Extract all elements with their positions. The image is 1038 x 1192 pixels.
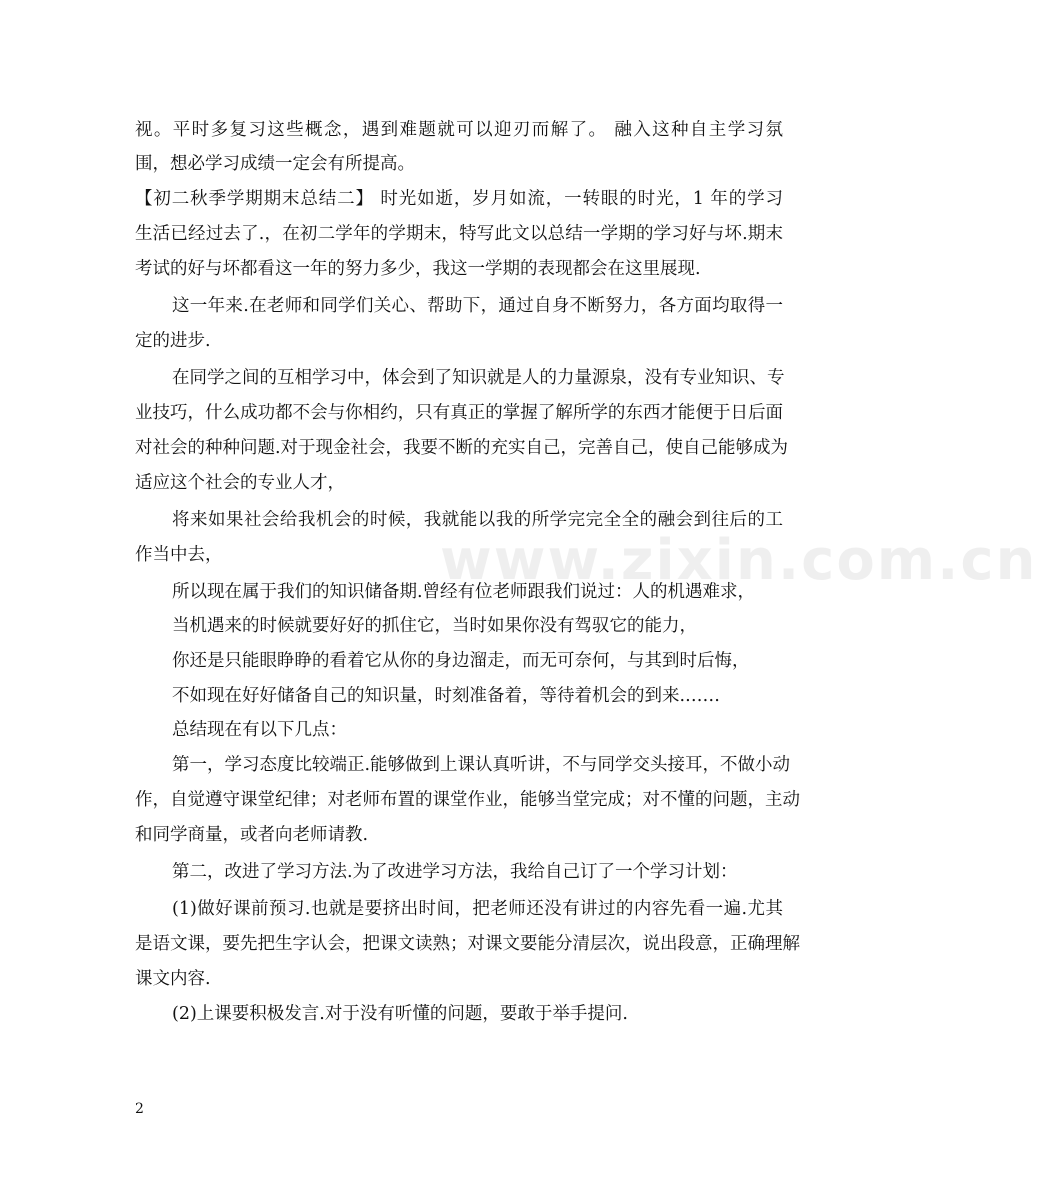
text-line: 作，自觉遵守课堂纪律；对老师布置的课堂作业，能够当堂完成；对不懂的问题，主动	[135, 790, 800, 810]
text-line: 定的进步.	[135, 331, 211, 351]
text-line: 你还是只能眼睁睁的看着它从你的身边溜走，而无可奈何，与其到时后悔，	[172, 651, 750, 671]
text-line: 在同学之间的互相学习中，体会到了知识就是人的力量源泉，没有专业知识、专	[172, 368, 785, 388]
text-line: 作当中去，	[135, 545, 223, 565]
text-line: (1)做好课前预习.也就是要挤出时间，把老师还没有讲过的内容先看一遍.尤其	[172, 899, 783, 919]
text-line: 视。平时多复习这些概念，遇到难题就可以迎刃而解了。 融入这种自主学习氛	[135, 120, 783, 140]
watermark: www.zixin.com.cn	[440, 528, 1038, 593]
text-line: 第一，学习态度比较端正.能够做到上课认真听讲，不与同学交头接耳，不做小动	[172, 755, 791, 775]
text-line: 围，想必学习成绩一定会有所提高。	[135, 154, 415, 174]
text-line: 适应这个社会的专业人才，	[135, 473, 345, 493]
text-line: 当机遇来的时候就要好好的抓住它，当时如果你没有驾驭它的能力，	[172, 616, 697, 636]
page-number: 2	[135, 1101, 144, 1117]
text-line: 是语文课，要先把生字认会，把课文读熟；对课文要能分清层次，说出段意，正确理解	[135, 934, 800, 954]
text-line: 【初二秋季学期期末总结二】 时光如逝，岁月如流，一转眼的时光，1 年的学习	[135, 189, 783, 209]
text-line: 总结现在有以下几点：	[172, 720, 347, 740]
text-line: 第二，改进了学习方法.为了改进学习方法，我给自己订了一个学习计划：	[172, 862, 738, 882]
text-line: 考试的好与坏都看这一年的努力多少，我这一学期的表现都会在这里展现.	[135, 259, 701, 279]
text-line: (2)上课要积极发言.对于没有听懂的问题，要敢于举手提问.	[172, 1004, 628, 1024]
text-line: 课文内容.	[135, 969, 211, 989]
text-line: 业技巧，什么成功都不会与你相约，只有真正的掌握了解所学的东西才能便于日后面	[135, 403, 783, 423]
text-line: 生活已经过去了.，在初二学年的学期末，特写此文以总结一学期的学习好与坏.期末	[135, 224, 783, 244]
text-line: 将来如果社会给我机会的时候，我就能以我的所学完完全全的融会到往后的工	[172, 510, 783, 530]
text-line: 和同学商量，或者向老师请教.	[135, 825, 369, 845]
text-line: 所以现在属于我们的知识储备期.曾经有位老师跟我们说过：人的机遇难求，	[172, 582, 756, 602]
text-line: 这一年来.在老师和同学们关心、帮助下，通过自身不断努力，各方面均取得一	[172, 296, 783, 316]
text-line: 对社会的种种问题.对于现金社会，我要不断的充实自己，完善自己，使自己能够成为	[135, 438, 789, 458]
text-line: 不如现在好好储备自己的知识量，时刻准备着，等待着机会的到来.……	[172, 686, 721, 706]
